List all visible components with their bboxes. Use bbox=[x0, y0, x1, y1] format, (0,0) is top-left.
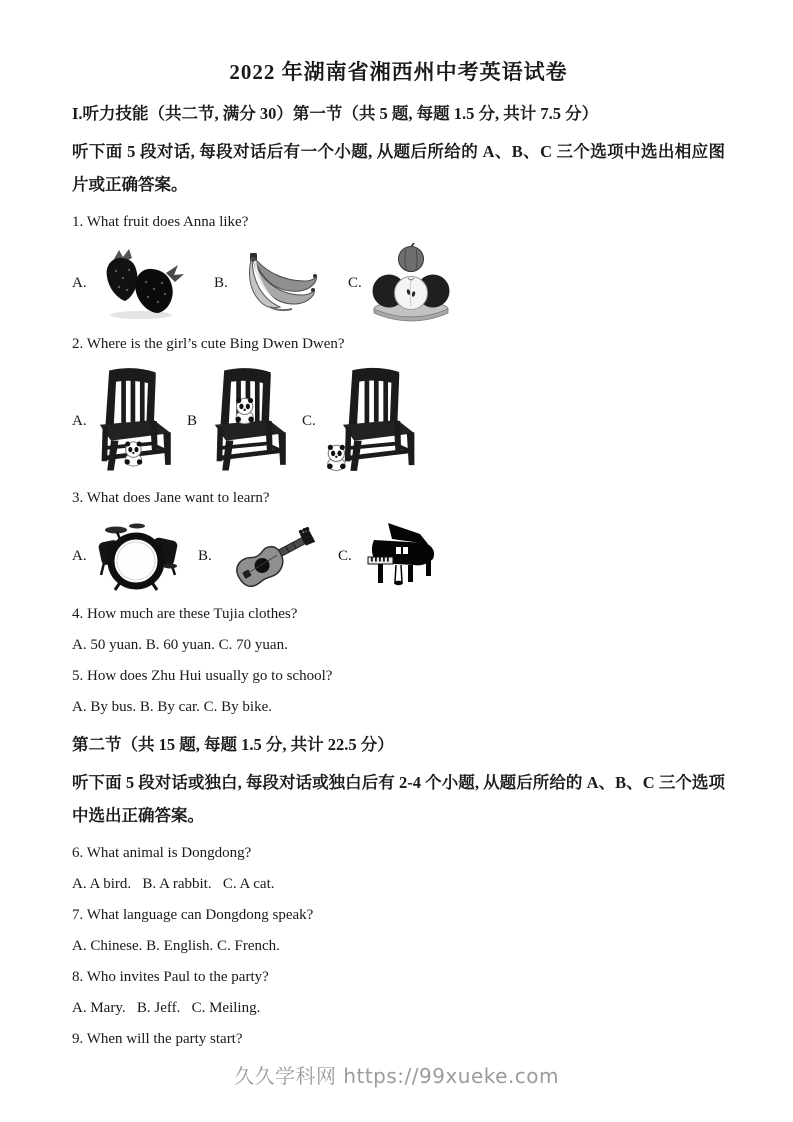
part1-instructions: 听下面 5 段对话, 每段对话后有一个小题, 从题后所给的 A、B、C 三个选项中选出相应图片或正确答案。 bbox=[72, 142, 725, 194]
question-2-text: 2. Where is the girl’s cute Bing Dwen Dwen? bbox=[72, 336, 345, 352]
question-7-options: A. Chinese. B. English. C. French. bbox=[72, 938, 280, 954]
bananas-image bbox=[238, 251, 322, 315]
question-4-options: A. 50 yuan. B. 60 yuan. C. 70 yuan. bbox=[72, 637, 288, 653]
part2-heading: 第二节（共 15 题, 每题 1.5 分, 共计 22.5 分） bbox=[72, 735, 394, 754]
question-2-options bbox=[72, 365, 725, 477]
page-title: 2022 年湖南省湘西州中考英语试卷 bbox=[229, 60, 568, 84]
option-c-label: C. bbox=[338, 547, 352, 564]
part2-instructions: 听下面 5 段对话或独白, 每段对话或独白后有 2-4 个小题, 从题后所给的 A、B、C 三个选项中选出正确答案。 bbox=[72, 773, 725, 825]
question-1-options bbox=[72, 243, 725, 323]
option-b-label: B. bbox=[214, 274, 228, 291]
option-b-label: B bbox=[187, 412, 198, 429]
strawberries-image bbox=[96, 245, 188, 321]
option-b-label: B. bbox=[198, 547, 212, 564]
panda-on-chair-image bbox=[211, 365, 297, 477]
part1-heading: I.听力技能（共二节, 满分 30）第一节（共 5 题, 每题 1.5 分, 共计 7.5 分） bbox=[72, 104, 599, 123]
watermark: 久久学科网 https://99xueke.com bbox=[233, 1064, 560, 1088]
option-a-label: A. bbox=[72, 274, 87, 291]
option-c-label: C. bbox=[348, 274, 362, 291]
question-1-text: 1. What fruit does Anna like? bbox=[72, 214, 249, 230]
question-4-text: 4. How much are these Tujia clothes? bbox=[72, 606, 298, 622]
panda-under-chair-image bbox=[96, 365, 182, 477]
panda-beside-chair-image bbox=[326, 365, 420, 477]
question-9-text: 9. When will the party start? bbox=[72, 1031, 243, 1047]
option-a-label: A. bbox=[72, 412, 87, 429]
question-5-options: A. By bus. B. By car. C. By bike. bbox=[72, 699, 273, 715]
apples-on-plate-image bbox=[372, 243, 450, 323]
guitar-image bbox=[222, 519, 318, 593]
question-5-text: 5. How does Zhu Hui usually go to school? bbox=[72, 668, 333, 684]
option-a-label: A. bbox=[72, 547, 87, 564]
question-8-text: 8. Who invites Paul to the party? bbox=[72, 969, 269, 985]
question-3-options bbox=[72, 519, 725, 593]
grand-piano-image bbox=[362, 521, 442, 591]
question-6-options: A. A bird. B. A rabbit. C. A cat. bbox=[72, 876, 275, 892]
question-6-text: 6. What animal is Dongdong? bbox=[72, 845, 252, 861]
option-c-label: C. bbox=[302, 412, 316, 429]
drum-set-image bbox=[96, 521, 178, 591]
question-3-text: 3. What does Jane want to learn? bbox=[72, 490, 270, 506]
question-7-text: 7. What language can Dongdong speak? bbox=[72, 907, 314, 923]
question-8-options: A. Mary. B. Jeff. C. Meiling. bbox=[72, 1000, 261, 1016]
